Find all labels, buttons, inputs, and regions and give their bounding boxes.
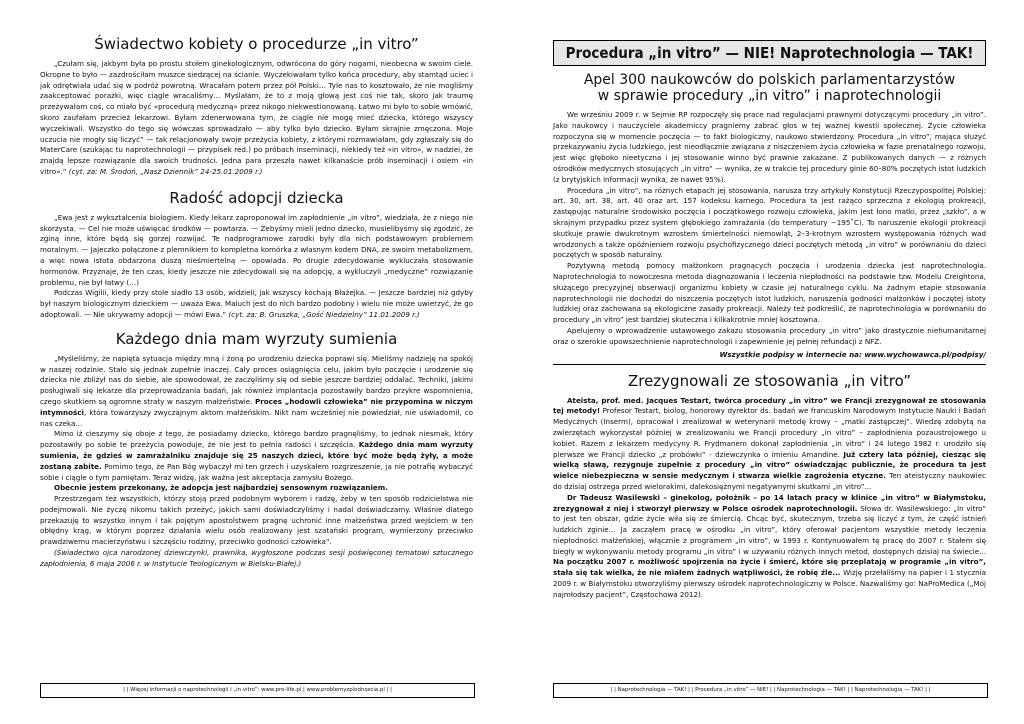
remorse-paragraph-4: Przestrzegam też wszystkich, którzy stoją przed podobnym wyborem i radzę, żeby w ten sposób rodzicielstwa nie podejmowali. Nie życzę nikomu takich przeżyć, jakich sami doświadczyliśmy i nadal doświadczamy. Właśnie dlatego przekazuję to wszystko innym i tak pojętym apostolstwem pragnę uchronić inne małżeństwa przed wejściem w ten obłędny krąg, w którym poprzez działania wielu osób realizowany jest szatański program, wymierzony przeciwko prawdziwemu macierzyństwu i szczęściu rodziny, przeciwko godności człowieka”. [40,494,473,547]
appeal-paragraph-1: We wrześniu 2009 r. w Sejmie RP rozpoczęły się prace nad regulacjami prawnymi dotyczącymi procedury „in vitro”. Jako naukowcy i nauczyciele akademiccy pragniemy zabrać głos w tej ważnej kwestii społecznej. Życie człowieka rozpoczyna się w momencie poczęcia — to fakt biologiczny, naukowo stwierdzony. Procedura „in vitro”, mająca służyć przekazywaniu życia ludzkiego, jest nieodłącznie związana z niszczeniem życia człowieka w fazie prenatalnego rozwoju, jest więc głęboko nieetyczna i jej stosowanie winno być prawnie zakazane. Z publikowanych danych — z różnych ośrodków medycznych stosujących „in vitro” — wynika, że w trakcie tej procedury ginie 60–80% poczętych istot ludzkich (z brytyjskich informacji wynika, że nawet 95%). [553,110,986,184]
resigned-paragraph-2 [553,493,986,601]
section-title-remorse: Każdego dnia mam wyrzuty sumienia [115,329,398,348]
right-footer: | | Naprotechnologia — TAK! | | Procedura „in vitro” — NIE! | | Naprotechnologia — TAK! | | Naprotechnologia — TAK! | | [553,683,988,698]
remorse-paragraph-1 [40,354,473,430]
appeal-paragraph-4: Apelujemy o wprowadzenie ustawowego zakazu stosowania procedury „in vitro” jako drastycznie niehumanitarnej oraz o szerokie upowszechnienie naprotechnologii i zapewnienie jej pełnej refundacji z NFZ. [553,325,986,346]
section-title-testimony: Świadectwo kobiety o procedurze „in vitro” [94,35,419,53]
resigned-text-1a: Ateista, prof. med. Jacques Testart, twórca procedury „in vitro” we Francji zrezygnował ze stosowania tej metody! [553,395,986,416]
remorse-paragraph-5: (Świadectwo ojca narodzonej dziewczynki, prawnika, wygłoszone podczas sesji poświęconej tematowi sztucznego zapłodnienia, 6 maja 2006 r. w Instytucie Teologicznym w Bielsku-Białej.) [40,548,473,568]
remorse-paragraph-3: Obecnie jestem przekonany, że adopcja jest najbardziej sensownym rozwiązaniem. [54,483,388,493]
remorse-text-1c: , która towarzyszy zwyczajnym aktom małżeńskim. Nikt nam wcześniej nie powiedział, nie uświadomił, co nas czeka... [40,407,473,428]
resigned-text-2d: Wizję przełaliśmy na papier i 1 stycznia 2009 r. w Białymstoku otworzyliśmy pierwszy ośrodek naprotechnologiczny w Polsce. Nazwaliśmy go: NaProMedica („Mój najmłodszy pacjent”, Częstochowa 2012). [553,568,986,599]
resigned-text-1b: Profesor Testart, biolog, honorowy dyrektor ds. badań we francuskim Narodowym Instytucie Nauki i Badań Medycznych (Inserm), opracował i zrealizował w weterynarii metodę krowy – „matki zastępczej”. Wiedzę zdobytą na zwierzętach wykorzystał później w zrealizowaniu we Francji procedury „in vitro” – zapłodnienia pozaustrojowego u kobiet. Razem z lekarzem medycyny R. Frydmanem dokonał zapłodnienia „in vitro” i 24 lutego 1982 r. urodziło się pierwsze we Francji dziecko „z probówki” - dziewczynka o imieniu Amandine. [553,406,986,459]
adoption-citation: (cyt. za: B. Gruszka, „Gość Niedzielny” 11.01.2009 r.) [228,309,420,319]
right-column [553,0,986,601]
remorse-text-1a: „Myśleliśmy, że napięta sytuacja między mną i żoną po urodzeniu dziecka poprawi się. Mieliśmy nadzieję na spokój w naszej rodzinie. Stało się jednak zupełnie inaczej. Cały proces osiągnięcia celu, jakim było poczęcie i urodzenie się dziecka nie zbliżył nas do siebie, ale spowodował, że zaczęliśmy się od siebie jeszcze bardziej oddalać. Techniki, jakimi posługiwali się lekarze dla przeprowadzania badań, jak również implantacja pozostawiły bardzo przykre wspomnienia, czego skutkiem są ogromne straty w naszym małżeństwie. [40,353,473,406]
adoption-text: Podczas Wigilii, kiedy przy stole siadło 13 osób, widzieli, jak wszyscy kochają Błażejka. — Jeszcze bardziej niż gdyby był naszym biologicznym dzieckiem — uważa Ewa. Maluch jest do nich bardzo podobny i wielu nie może uwierzyć, że go adoptowali. — Nie ukrywamy adopcji — mówi Ewa.” [40,288,473,319]
appeal-title-line-2: w sprawie procedury „in vitro” i naprotechnologii [597,88,942,104]
resigned-text-2b: Słowa dr. Wasilewskiego: „In vitro” to jest ten obszar, gdzie życie wiła się ze śmiercią. Chcąc być, skutecznym, trzeba się liczyć z tym, że część istnień ludzkich zginie... Ja zacząłem pracę w ośrodku „in vitro”, który oferował pacjentom wszystkie metody leczenia niepłodności małżeńskiej, włącznie z programem „in vitro”, w 1993 r. Kontynuowałem tę pracę do 2007 r. Stałem się biegły w wykonywaniu metody programu „in vitro” i w używaniu różnych innych metod, dostępnych dzisiaj na świecie... [553,503,986,556]
remorse-text-2b: Każdego dnia mam wyrzuty sumienia, że gdzieś w zamrażalniku znajduje się 25 naszych dzieci, które być może będą żyły, a może zostaną zabite. [40,440,474,471]
appeal-paragraph-2: Procedura „in vitro”, na różnych etapach jej stosowania, narusza trzy artykuły Konstytucji Rzeczypospolitej Polskiej: art. 30, art. 38, art. 40 oraz art. 157 kodeksu karnego. Procedura ta jest rażąco sprzeczna z ekologią prokreacji, zastępując naturalne środowisko poczęcia i początkowego rozwoju człowieka, jakim jest łono matki, przez „szkło”, a w skrajnym przypadku przez system głębokiego zamrażania (do temperatury −195˚C). To naruszenie ekologii prokreacji skutkuje prawie dwukrotnym wzrostem śmiertelności niemowląt, 2–3-krotnym wzrostem występowania różnych wad wrodzonych a także opóźnieniem rozwoju psychofizycznego dzieci poczętych metodą „in vitro” w porównaniu do dzieci poczętych w sposób naturalny. [553,185,986,260]
left-column [40,0,473,570]
appeal-paragraph-3: Pozytywną metodą pomocy małżonkom pragnących poczęcia i urodzenia dziecka jest naprotechnologia. Naprotechnologia to nowoczesna metoda diagnozowania i leczenia niepłodności na podstawie tzw. Modelu Creightona, służącego precyzyjnej obserwacji organizmu kobiety w czasie jej naturalnego cyklu. Na żadnym etapie stosowania naprotechnologii nie dochodzi do niszczenia poczętych istot ludzkich, naruszenia godności małżonków i poczętej istoty ludzkiej oraz zachowana są ekologiczne zasady prokreacji. Należy też podkreślić, że naprotechnologia w porównaniu do procedury „in vitro” jest bardziej skuteczna i kilkakrotnie mniej kosztowna. [553,261,986,325]
resigned-text-2a: Dr Tadeusz Wasilewski – ginekolog, położnik – po 14 latach pracy w klinice „in vitro” w Białymstoku, zrezygnował z niej i stworzył pierwszy w Polsce ośrodek naprotechnologii. [553,492,986,513]
resigned-text-1c: Już cztery lata później, ciesząc się wielką sławą, rezygnuje zupełnie z procedury „in vitro” oświadczając publicznie, że procedura ta jest wielce niebezpieczna w sensie medycznym i stwarza wielkie zagrożenia etyczne. [553,449,987,481]
headline-banner: Procedura „in vitro” — NIE! Naprotechnologia — TAK! [553,40,986,66]
resigned-text-1d: Ten ateistyczny naukowiec do dzisiaj ostrzega przed wielorakimi, dalekosiężnymi negatywnymi skutkami „in vitro”... [553,471,987,491]
testimony-paragraph [40,59,473,178]
adoption-paragraph-1: „Ewa jest z wykształcenia biologiem. Kiedy lekarz zaproponował im zapłodnienie „in vitro”, wiedziała, że z niego nie skorzysta. — Cel nie może uświęcać środków — powtarza. — Żebyśmy mieli jedno dziecko, musielibyśmy się zgodzić, że zginą inne, które będą się gorzej rozwijać. Te nadprogramowe zarodki były dla nich podstawowym problemem moralnym. — Jajeczko połączone z plemnikiem to kompletna komórka z własnym kodem DNA, ze swoim metabolizmem, a więc nowa istota obdarzona duszą nieśmiertelną — opowiada. Po drugie zdecydowanie wykluczała stosowanie hormonów. Przyznaje, że ten czas, kiedy jeszcze nie zdecydowali się na adopcję, a wykluczyli „medyczne” rozwiązanie problemu, nie był łatwy (…) [40,212,473,287]
testimony-text: „Czułam się, jakbym była po prostu stołem ginekologicznym, odwrócona do góry nogami, nieobecna w swoim ciele. Okropne to było — zazdrościłam muszce siedzącej na ścianie. Wyczekiwałam tylko końca procedury, aby stamtąd uciec i jak odrętwiała udać się w podróż powrotną. Wracałam potem przez pół Polski… Tyle nas to kosztowało, że nie mogliśmy zaakceptować porażki, więc ciągle wracaliśmy… Myślałam, że to z moją głową jest coś nie tak, skoro jak traumę przeżywałam coś, co miało być «procedurą medyczną» przez nikogo niekwestionowaną. Łatwo mi było to sobie wmówić, skoro zaufałam przecież lekarzowi. Byłam zdenerwowana tym, że ciągle nie mogę mieć dziecka, którego wszyscy wyczekiwali. Wszystko do tego się wówczas sprowadzało — aby tylko było dziecko. Byłam skrajnie zmęczona. Moje uczucia nie mogły się liczyć” — tak relacjonowały swoje przeżycia kobiety, z którymi rozmawiałam, gdy zgłaszały się do MaterCare (szukając tu naprotechnologii — przypisek red.) po próbach inseminacji, niekiedy też «in vitro», w nadziei, że znajdą lepsze rozwiązanie dla swoich trudności. Jedna para przeszła nawet kilkanaście prób inseminacji i osiem «in vitro».” [40,59,473,176]
section-title-adoption: Radość adopcji dziecka [169,188,344,207]
remorse-text-2c: Pomimo tego, że Pan Bóg wybaczył mi ten grzech i uzyskałem rozgrzeszenie, ja nie potrafię wybaczyć sobie i ciągle o tym pamiętam. Teraz widzę, jak ważna jest akceptacja zamysłu Bożego. [40,461,473,482]
section-divider [553,364,986,365]
signatures-link: Wszystkie podpisy w internecie na: www.wychowawca.pl/podpisy/ [719,349,986,359]
left-footer: | | Więcej informacji o naprotechnologii i „in vitro”: www.pro-life.pl | www.problemyzplodnoscia.pl | | [40,683,475,698]
resigned-paragraph-1 [553,396,986,493]
appeal-title-line-1: Apel 300 naukowców do polskich parlamentarzystów [583,72,956,88]
remorse-text-2a: Mimo iż cieszymy się oboje z tego, że posiadamy dziecko, którego bardzo pragnęliśmy, to jednak niesmak, który pozostawiły po sobie te przeżycia powoduje, że nie jest to pełnia radości i szczęścia. [40,429,473,450]
section-title-resigned: Zrezygnowali ze stosowania „in vitro” [627,371,912,390]
resigned-text-2c: Na początku 2007 r. możliwość spojrzenia na życie i śmierć, które się przeplatają w programie „in vitro”, stała się tak wielka, że nie miałem żadnych wątpliwości, że robię źle... [553,557,986,578]
adoption-paragraph-2 [40,288,473,320]
remorse-text-1b: Proces „hodowli człowieka” nie przypomina w niczym intymności [40,396,473,417]
testimony-citation: (cyt. za: M. Środoń, „Nasz Dziennik” 24-25.01.2009 r.) [68,166,263,176]
remorse-paragraph-2 [40,429,473,483]
